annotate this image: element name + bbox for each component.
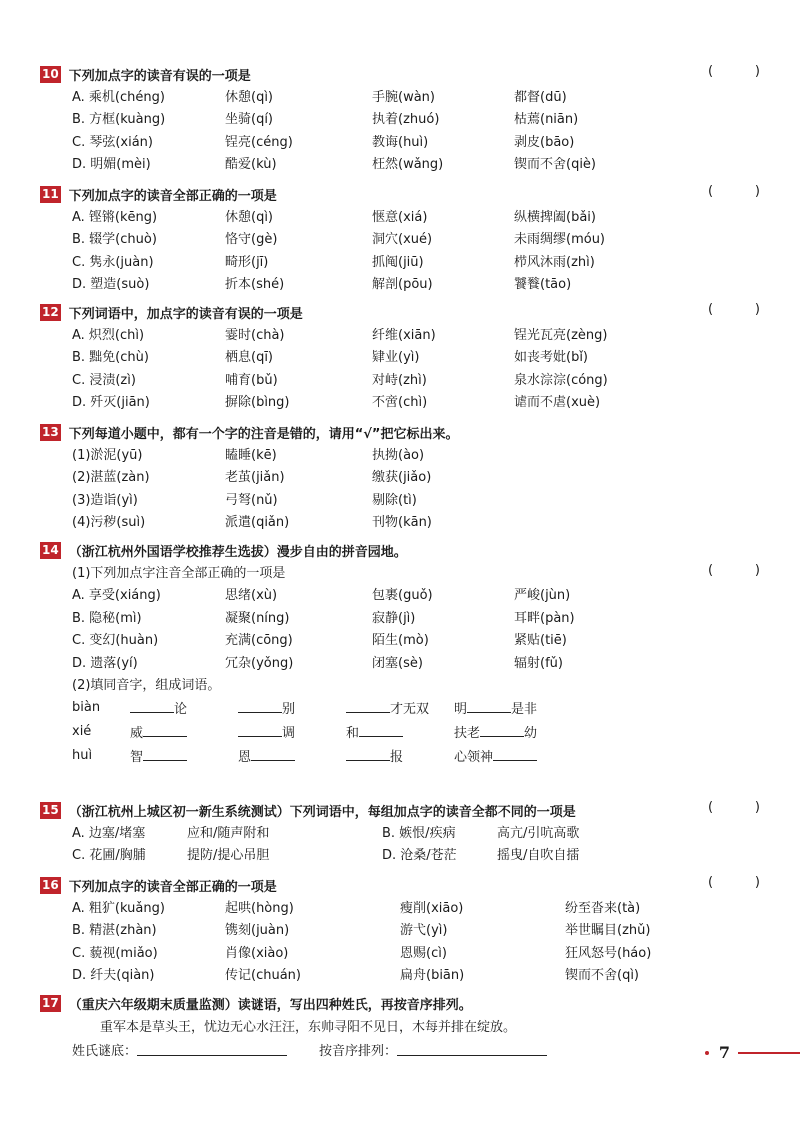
option-row: C. 花圃/胸脯 提防/提心吊胆 D. 沧桑/苍茫 摇曳/自吹自擂 (72, 848, 580, 864)
fill-item: 恩 (238, 746, 346, 765)
question-stem: （重庆六年级期末质量监测）读谜语，写出四种姓氏，再按音序排列。 (68, 997, 472, 1013)
sub-question-2: (2)填同音字，组成词语。 (72, 678, 221, 694)
answer-blank[interactable] (480, 724, 524, 737)
question-15 (40, 800, 760, 865)
fill-item: 扶老 幼 (454, 725, 538, 741)
question-stem: 下列加点字的读音有误的一项是 (68, 68, 251, 84)
fill-item: 智 (130, 746, 238, 765)
option-row: (4)污秽(suì) 派遣(qiǎn) 刊物(kān) (72, 515, 432, 531)
option-row: A. 享受(xiáng) 思绪(xù) 包裹(guǒ) 严峻(jùn) (72, 588, 571, 604)
question-stem: （浙江杭州上城区初一新生系统测试）下列词语中，每组加点字的读音全都不同的一项是 (68, 804, 576, 820)
question-stem: （浙江杭州外国语学校推荐生选拔）漫步自由的拼音园地。 (68, 544, 407, 560)
fill-item: 论 (130, 698, 238, 717)
question-stem: 下列每道小题中，都有一个字的注音是错的，请用“√”把它标出来。 (68, 426, 459, 442)
option-row: D. 塑造(suò) 折本(shé) 解剖(pōu) 饕餮(tāo) (72, 277, 572, 293)
fill-item: 明 是非 (454, 701, 538, 717)
answer-line (40, 1037, 760, 1061)
question-16 (40, 875, 760, 985)
option-row: A. 铿锵(kēng) 休憩(qì) 惬意(xiá) 纵横捭阖(bǎi) (72, 209, 596, 225)
option-row: (2)湛蓝(zàn) 老茧(jiǎn) 缴获(jiǎo) (72, 470, 432, 486)
question-number: 12 (42, 304, 59, 319)
question-number: 17 (42, 995, 59, 1010)
answer-blank[interactable] (493, 748, 537, 761)
option-row: D. 纤夫(qiàn) 传记(chuán) 扁舟(biān) 锲而不舍(qì) (72, 968, 640, 984)
question-11 (40, 184, 760, 294)
option-row: A. 粗犷(kuǎng) 起哄(hòng) 瘦削(xiāo) 纷至沓来(tà) (72, 900, 641, 916)
answer-blank[interactable] (397, 1043, 547, 1056)
fill-item: 别 (238, 698, 346, 717)
fill-item: 威 (130, 722, 238, 741)
fill-row-xie (40, 719, 760, 743)
answer-parens: ( ) (708, 64, 760, 79)
answer-parens: ( ) (708, 875, 760, 890)
answer-parens: ( ) (708, 563, 760, 578)
pinyin-label: biàn (72, 699, 101, 715)
answer-blank[interactable] (130, 700, 174, 713)
question-number: 15 (42, 802, 59, 817)
option-row: C. 琴弦(xián) 锃亮(céng) 教诲(huì) 剥皮(bāo) (72, 134, 575, 150)
option-row: D. 遗落(yí) 冗杂(yǒng) 闭塞(sè) 辐射(fǔ) (72, 655, 563, 671)
option-row: B. 辍学(chuò) 恪守(gè) 洞穴(xué) 未雨绸缪(móu) (72, 232, 606, 248)
option-row: B. 方框(kuàng) 坐骑(qí) 执着(zhuó) 枯蔫(niān) (72, 112, 579, 128)
sub-question-1: (1)下列加点字注音全部正确的一项是 ( ) (72, 563, 760, 581)
question-number: 10 (42, 66, 59, 81)
question-17 (40, 993, 760, 1061)
question-number: 16 (42, 877, 59, 892)
answer-parens: ( ) (708, 800, 760, 815)
question-stem: 下列加点字的读音全部正确的一项是 (68, 188, 277, 204)
question-12 (40, 302, 760, 412)
answer-blank[interactable] (251, 748, 295, 761)
fill-row-hui (40, 743, 760, 767)
question-number: 13 (42, 424, 59, 439)
question-stem: 下列词语中，加点字的读音有误的一项是 (68, 306, 303, 322)
fill-item: 报 (346, 746, 454, 765)
option-row: (3)造诣(yì) 弓弩(nǔ) 剔除(tì) (72, 492, 417, 508)
footer-bar (738, 1052, 800, 1054)
option-row: D. 明媚(mèi) 酷爱(kù) 枉然(wǎng) 锲而不舍(qiè) (72, 157, 597, 173)
answer-blank[interactable] (238, 724, 282, 737)
option-row: A. 炽烈(chì) 霎时(chà) 纤维(xiān) 锃光瓦亮(zèng) (72, 327, 608, 343)
question-14 (40, 540, 760, 767)
option-row: B. 精湛(zhàn) 镌刻(juàn) 游弋(yì) 举世瞩目(zhǔ) (72, 923, 651, 939)
fill-item: 心领神 (454, 746, 614, 765)
answer-blank[interactable] (143, 748, 187, 761)
option-row: C. 藐视(miǎo) 肖像(xiào) 恩赐(cì) 狂风怒号(háo) (72, 945, 652, 961)
pinyin-label: huì (72, 747, 93, 763)
answer-parens: ( ) (708, 302, 760, 317)
fill-item: 和 (346, 722, 454, 741)
answer-blank[interactable] (238, 700, 282, 713)
footer-dot (705, 1051, 709, 1055)
option-row: B. 黜免(chù) 栖息(qī) 肄业(yì) 如丧考妣(bǐ) (72, 350, 589, 366)
answer-blank[interactable] (143, 724, 187, 737)
fill-item: 调 (238, 722, 346, 741)
page-footer (705, 1043, 800, 1062)
riddle-text: 重军本是草头王，忧边无心水汪汪，东帅寻阳不见日，木每并排在绽放。 (100, 1019, 517, 1035)
answer-blank[interactable] (346, 700, 390, 713)
option-row: A. 边塞/堵塞 应和/随声附和 B. 嫉恨/疾病 高亢/引吭高歌 (72, 825, 580, 841)
question-13 (40, 422, 760, 532)
answer-blank[interactable] (137, 1043, 287, 1056)
option-row: A. 乘机(chéng) 休憩(qì) 手腕(wàn) 都督(dū) (72, 89, 567, 105)
option-row: B. 隐秘(mì) 凝聚(níng) 寂静(jì) 耳畔(pàn) (72, 610, 575, 626)
pinyin-label: xié (72, 723, 92, 739)
answer-label-surnames: 姓氏谜底： (72, 1043, 138, 1059)
question-number: 14 (42, 542, 59, 557)
fill-item: 才无双 (346, 698, 454, 717)
answer-label-order: 按音序排列： (319, 1043, 398, 1059)
page-number: 7 (718, 1043, 730, 1062)
option-row: C. 浸渍(zì) 哺育(bǔ) 对峙(zhì) 泉水淙淙(cóng) (72, 372, 608, 388)
answer-parens: ( ) (708, 184, 760, 199)
option-row: (1)淤泥(yū) 瞌睡(kē) 执拗(ào) (72, 447, 425, 463)
option-row: D. 歼灭(jiān) 摒除(bìng) 不啻(chì) 谑而不虐(xuè) (72, 395, 601, 411)
answer-blank[interactable] (346, 748, 390, 761)
answer-blank[interactable] (467, 700, 511, 713)
question-number: 11 (42, 186, 59, 201)
answer-blank[interactable] (359, 724, 403, 737)
question-stem: 下列加点字的读音全部正确的一项是 (68, 879, 277, 895)
question-10 (40, 64, 760, 174)
option-row: C. 隽永(juàn) 畸形(jī) 抓阄(jiū) 栉风沐雨(zhì) (72, 254, 595, 270)
fill-row-bian (40, 695, 760, 719)
option-row: C. 变幻(huàn) 充满(cōng) 陌生(mò) 紧贴(tiē) (72, 633, 567, 649)
